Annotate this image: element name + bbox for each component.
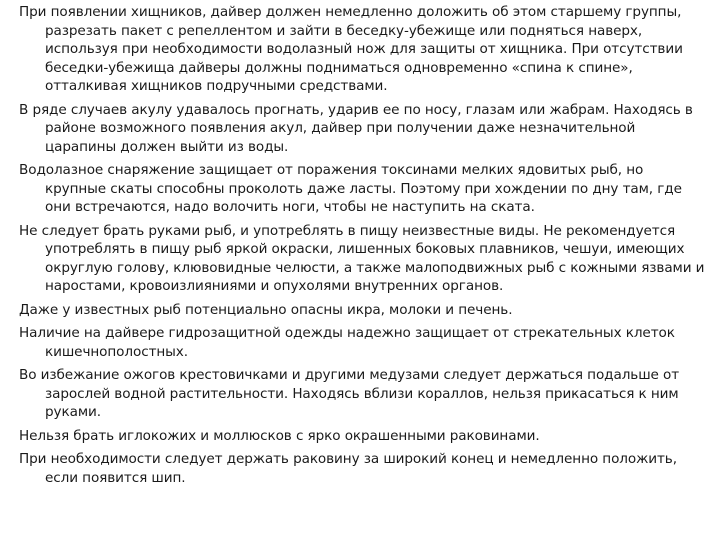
paragraph-jellyfish: Во избежание ожогов крестовичками и другими медузами следует держаться подальше от зарослей водной растительности. Находясь вблизи кораллов, нельзя прикасаться к ним руками. bbox=[19, 367, 680, 420]
paragraph-diving-gear: Водолазное снаряжение защищает от поражения токсинами мелких ядовитых рыб, но крупные скаты способны проколоть даже ласты. Поэтому при хождении по дну там, где они встречаются, надо волочить ноги, чтобы не наступить на ската. bbox=[19, 162, 682, 215]
paragraph-shark: В ряде случаев акулу удавалось прогнать, ударив ее по носу, глазам или жабрам. Находясь в районе возможного появления акул, дайвер при получении даже незначительной царапины должен выйти из воды. bbox=[19, 101, 693, 155]
paragraph-roe-liver: Даже у известных рыб потенциально опасны икра, молоки и печень. bbox=[19, 301, 513, 318]
paragraph-fish-handling: Не следует брать руками рыб, и употреблять в пищу неизвестные виды. Не рекомендуется употреблять в пищу рыб яркой окраски, лишенных боковых плавников, чешуи, имеющих округлую голову, клювовидные челюсти, а также малоподвижных рыб с кожными язвами и наростами, кровоизлияниями и опухолями внутренних органов. bbox=[19, 222, 705, 294]
paragraph-protective-clothing: Наличие на дайвере гидрозащитной одежды надежно защищает от стрекательных клеток кишечнополостных. bbox=[19, 325, 675, 360]
paragraph-echinoderms: Нельзя брать иглокожих и моллюсков с ярко окрашенными раковинами. bbox=[19, 427, 540, 444]
paragraph-shell: При необходимости следует держать раковину за широкий конец и немедленно положить, если появится шип. bbox=[19, 451, 677, 486]
paragraph-predators: При появлении хищников, дайвер должен немедленно доложить об этом старшему группы, разрезать пакет с репеллентом и зайти в беседку-убежище или подняться наверх, используя при необходимости водолазный нож для защиты от хищника. При отсутствии беседки-убежища дайверы должны подниматься одновременно «спина к спине», отталкивая хищников подручными средствами. bbox=[19, 4, 683, 94]
